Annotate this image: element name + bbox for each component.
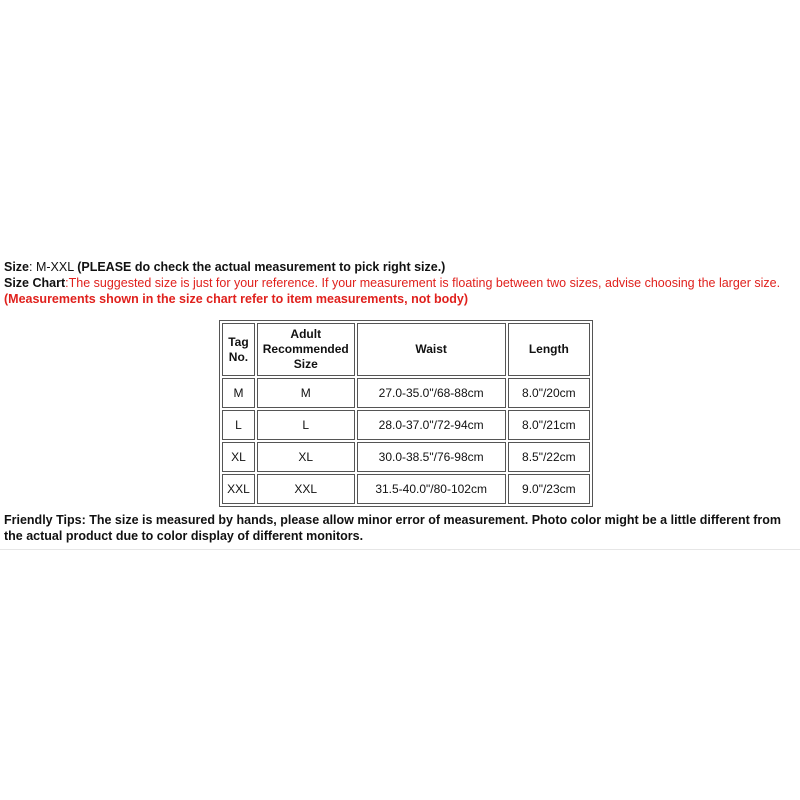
cell-adult-size: XXL	[257, 474, 355, 504]
cell-length: 8.5"/22cm	[508, 442, 590, 472]
cell-tag: M	[222, 378, 255, 408]
size-range: M-XXL	[32, 260, 78, 274]
size-line	[4, 259, 796, 275]
table-header-row	[222, 323, 590, 376]
table-row	[222, 474, 590, 504]
cell-adult-size: M	[257, 378, 355, 408]
cell-adult-size: L	[257, 410, 355, 440]
size-info	[4, 259, 796, 307]
cell-length: 8.0"/20cm	[508, 378, 590, 408]
cell-tag: XXL	[222, 474, 255, 504]
header-length: Length	[508, 323, 590, 376]
cell-tag: XL	[222, 442, 255, 472]
size-label: Size	[4, 260, 30, 274]
size-chart-line	[4, 275, 796, 307]
table-row	[222, 442, 590, 472]
cell-adult-size: XL	[257, 442, 355, 472]
divider	[0, 549, 800, 550]
header-adult-recommended-size: Adult Recommended Size	[257, 323, 355, 376]
header-tag-no: Tag No.	[222, 323, 255, 376]
size-separator: :	[29, 260, 33, 274]
size-chart-label: Size Chart	[4, 276, 66, 290]
table-row	[222, 378, 590, 408]
size-chart-emphasis: (Measurements shown in the size chart refer to item measurements, not body)	[4, 292, 468, 306]
size-note: (PLEASE do check the actual measurement to pick right size.)	[77, 260, 446, 274]
header-waist: Waist	[357, 323, 506, 376]
cell-length: 9.0"/23cm	[508, 474, 590, 504]
cell-length: 8.0"/21cm	[508, 410, 590, 440]
table-row	[222, 410, 590, 440]
friendly-tips: Friendly Tips: The size is measured by hands, please allow minor error of measurement. Photo color might be a little different from the actual product due to color display of different monitors.	[4, 513, 782, 543]
cell-waist: 27.0-35.0"/68-88cm	[357, 378, 506, 408]
cell-waist: 30.0-38.5"/76-98cm	[357, 442, 506, 472]
cell-waist: 31.5-40.0"/80-102cm	[357, 474, 506, 504]
cell-tag: L	[222, 410, 255, 440]
size-table	[219, 320, 593, 507]
size-chart-advice: The suggested size is just for your reference. If your measurement is floating between two sizes, advise choosing the larger size.	[68, 276, 781, 290]
cell-waist: 28.0-37.0"/72-94cm	[357, 410, 506, 440]
size-chart-separator: :	[65, 276, 69, 290]
